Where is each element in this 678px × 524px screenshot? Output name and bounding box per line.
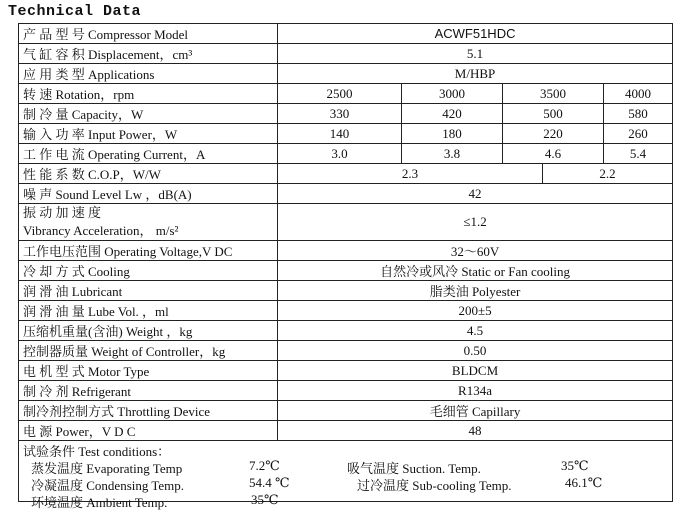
test-conditions-cell [19, 441, 673, 510]
value-sound-level: 42 [278, 184, 673, 204]
value-throttling: 毛细管 Capillary [278, 401, 673, 421]
page-heading: Technical Data [8, 3, 142, 20]
row-throttling [19, 401, 673, 421]
value-input-power-1: 140 [278, 124, 402, 144]
ambient-temp-value: 35℃ [251, 492, 279, 507]
row-test-conditions [19, 441, 673, 502]
ambient-temp-label: 环境温度 Ambient Temp. [31, 495, 168, 510]
row-vibrancy [19, 204, 673, 241]
value-input-power-3: 220 [503, 124, 604, 144]
row-compressor-model [19, 24, 673, 44]
value-lube-vol: 200±5 [278, 301, 673, 321]
value-current-1: 3.0 [278, 144, 402, 164]
label-motor-type: 电 机 型 式 Motor Type [19, 361, 278, 381]
row-power [19, 421, 673, 441]
label-compressor-model: 产 品 型 号 Compressor Model [19, 24, 278, 44]
value-weight: 4.5 [278, 321, 673, 341]
value-current-2: 3.8 [402, 144, 503, 164]
row-weight [19, 321, 673, 341]
row-input-power [19, 124, 673, 144]
value-capacity-2: 420 [402, 104, 503, 124]
value-rotation-2: 3000 [402, 84, 503, 104]
subcooling-temp-value: 46.1℃ [565, 475, 603, 490]
value-rotation-1: 2500 [278, 84, 402, 104]
row-sound-level [19, 184, 673, 204]
suction-temp-label: 吸气温度 Suction. Temp. [347, 461, 481, 476]
label-lubricant: 润 滑 油 Lubricant [19, 281, 278, 301]
value-input-power-2: 180 [402, 124, 503, 144]
row-controller-weight [19, 341, 673, 361]
condensing-temp-label: 冷凝温度 Condensing Temp. [31, 478, 185, 493]
value-vibrancy: ≤1.2 [278, 204, 673, 241]
value-applications: M/HBP [278, 64, 673, 84]
value-operating-voltage: 32～60V [278, 241, 673, 261]
evaporating-temp-label: 蒸发温度 Evaporating Temp [31, 461, 183, 476]
label-lube-vol: 润 滑 油 量 Lube Vol. ，ml [19, 301, 278, 321]
technical-data-table [18, 23, 673, 510]
value-rotation-3: 3500 [503, 84, 604, 104]
value-compressor-model: ACWF51HDC [278, 24, 673, 44]
value-refrigerant: R134a [278, 381, 673, 401]
value-capacity-3: 500 [503, 104, 604, 124]
label-controller-weight: 控制器质量 Weight of Controller，kg [19, 341, 278, 361]
label-power: 电 源 Power，V D C [19, 421, 278, 441]
value-current-3: 4.6 [503, 144, 604, 164]
label-vibrancy-en: Vibrancy Acceleration， m/s² [23, 223, 179, 238]
row-displacement [19, 44, 673, 64]
subcooling-temp-label: 过冷温度 Sub-cooling Temp. [357, 478, 512, 493]
suction-temp-value: 35℃ [561, 458, 589, 473]
label-weight: 压缩机重量(含油) Weight ，kg [19, 321, 278, 341]
label-input-power: 输 入 功 率 Input Power，W [19, 124, 278, 144]
label-operating-voltage: 工作电压范围 Operating Voltage,V DC [19, 241, 278, 261]
test-conditions [23, 441, 668, 510]
row-operating-current [19, 144, 673, 164]
label-vibrancy [19, 204, 278, 241]
label-operating-current: 工 作 电 流 Operating Current，A [19, 144, 278, 164]
row-applications [19, 64, 673, 84]
label-throttling: 制冷剂控制方式 Throttling Device [19, 401, 278, 421]
label-cop: 性 能 系 数 C.O.P，W/W [19, 164, 278, 184]
value-displacement: 5.1 [278, 44, 673, 64]
label-vibrancy-cn: 振 动 加 速 度 [23, 205, 102, 220]
test-conditions-title: 试验条件 Test conditions： [23, 444, 171, 459]
value-controller-weight: 0.50 [278, 341, 673, 361]
label-displacement: 气 缸 容 积 Displacement，cm³ [19, 44, 278, 64]
label-sound-level: 噪 声 Sound Level Lw ，dB(A) [19, 184, 278, 204]
value-power: 48 [278, 421, 673, 441]
row-refrigerant [19, 381, 673, 401]
value-current-4: 5.4 [604, 144, 673, 164]
row-lubricant [19, 281, 673, 301]
row-cooling [19, 261, 673, 281]
value-input-power-4: 260 [604, 124, 673, 144]
row-rotation [19, 84, 673, 104]
value-rotation-4: 4000 [604, 84, 673, 104]
label-applications: 应 用 类 型 Applications [19, 64, 278, 84]
value-motor-type: BLDCM [278, 361, 673, 381]
value-capacity-1: 330 [278, 104, 402, 124]
row-motor-type [19, 361, 673, 381]
condensing-temp-value: 54.4 ℃ [249, 475, 290, 490]
value-cooling: 自然冷或风冷 Static or Fan cooling [278, 261, 673, 281]
row-cop [19, 164, 673, 184]
row-capacity [19, 104, 673, 124]
label-refrigerant: 制 冷 剂 Refrigerant [19, 381, 278, 401]
value-cop-1: 2.3 [278, 164, 543, 184]
value-lubricant: 脂类油 Polyester [278, 281, 673, 301]
label-rotation: 转 速 Rotation，rpm [19, 84, 278, 104]
row-operating-voltage [19, 241, 673, 261]
row-lube-vol [19, 301, 673, 321]
label-capacity: 制 冷 量 Capacity，W [19, 104, 278, 124]
label-cooling: 冷 却 方 式 Cooling [19, 261, 278, 281]
evaporating-temp-value: 7.2℃ [249, 458, 280, 473]
value-capacity-4: 580 [604, 104, 673, 124]
value-cop-2: 2.2 [543, 164, 673, 184]
